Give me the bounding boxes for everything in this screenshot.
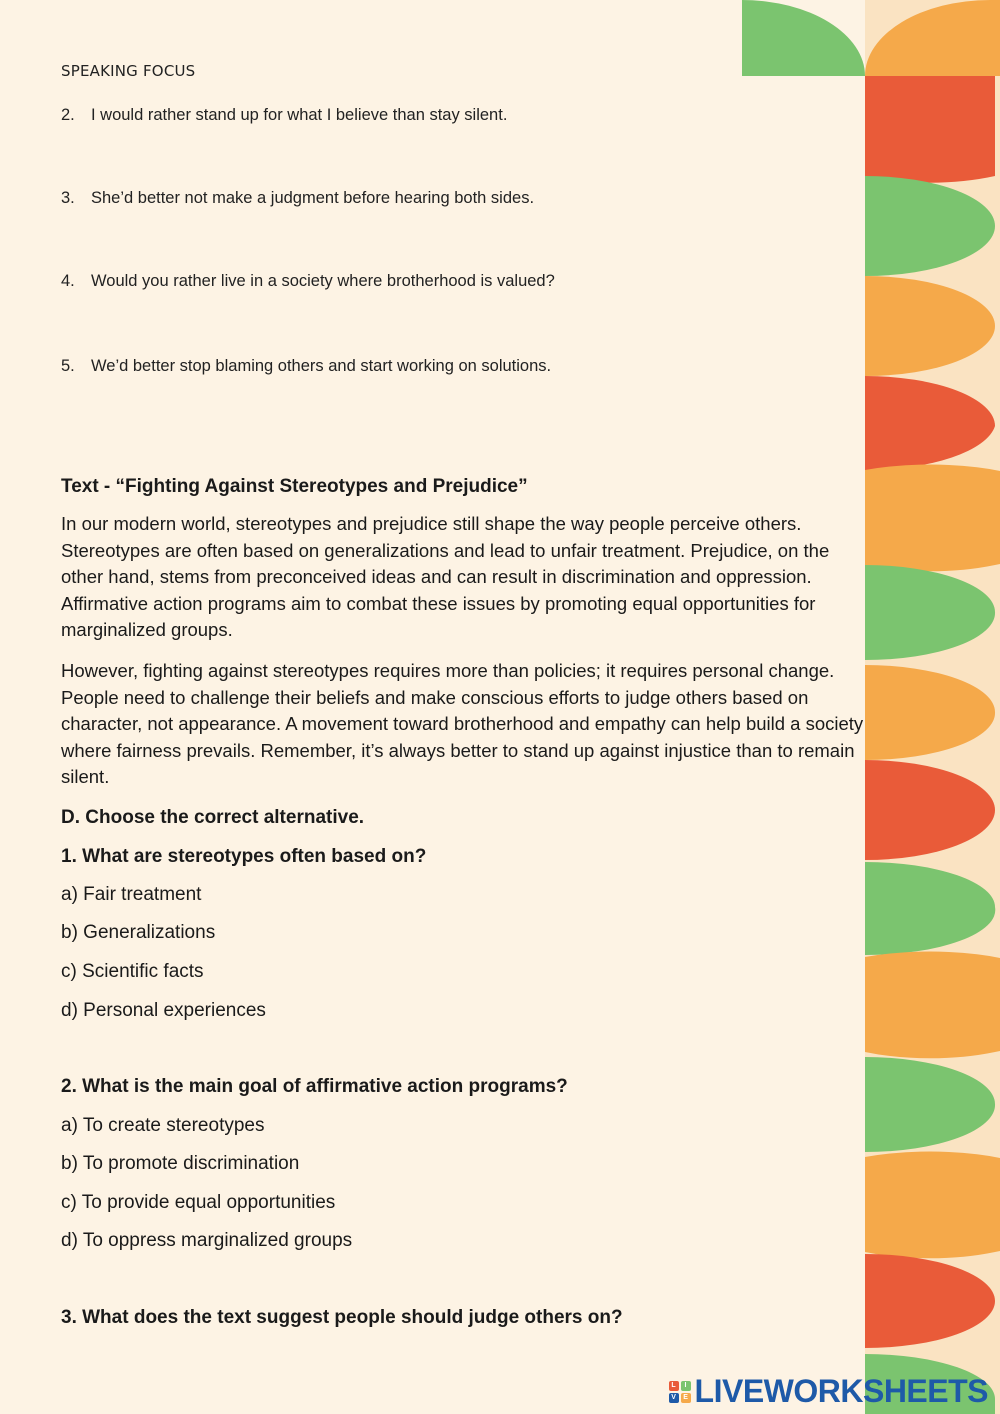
logo-text: LIVEWORKSHEETS (694, 1373, 988, 1409)
option-c[interactable]: c) To provide equal opportunities (61, 1192, 336, 1213)
question-3: 3. What does the text suggest people should judge others on? (61, 1307, 623, 1328)
option-b[interactable]: b) To promote discrimination (61, 1153, 300, 1174)
paragraph-1: In our modern world, stereotypes and prejudice still shape the way people perceive others. Stereotypes are often based on generalizations and lead to unfair treatment. Prejudice, on the other hand, stems from preconceived ideas and can result in discrimination and oppression. Affirmative action programs aim to combat these issues by promoting equal opportunities for marginalized groups. (61, 513, 830, 640)
question-1: 1. What are stereotypes often based on? (61, 846, 427, 867)
question-2: 2. What is the main goal of affirmative action programs? (61, 1076, 568, 1097)
sentence-item: 2. I would rather stand up for what I believe than stay silent. (61, 106, 508, 124)
green-quarter-shape (742, 0, 865, 76)
option-c[interactable]: c) Scientific facts (61, 961, 204, 982)
option-d[interactable]: d) Personal experiences (61, 1000, 266, 1021)
sentence-item: 3. She’d better not make a judgment before hearing both sides. (61, 189, 535, 207)
option-d[interactable]: d) To oppress marginalized groups (61, 1230, 353, 1251)
page-header: SPEAKING FOCUS (61, 62, 196, 80)
option-a[interactable]: a) To create stereotypes (61, 1115, 265, 1136)
sentence-item: 5. We’d better stop blaming others and start working on solutions. (61, 357, 552, 375)
paragraph-2: However, fighting against stereotypes requires more than policies; it requires personal change. People need to challenge their beliefs and make conscious efforts to judge others based on character, not appearance. A movement toward brotherhood and empathy can help build a society where fairness prevails. Remember, it’s always better to stand up against injustice than to remain silent. (61, 660, 864, 787)
section-title: D. Choose the correct alternative. (61, 807, 365, 828)
liveworksheets-logo-icon: L I V E (669, 1381, 691, 1403)
liveworksheets-logo[interactable] (669, 1373, 988, 1410)
text-title: Text - “Fighting Against Stereotypes and Prejudice” (61, 476, 528, 497)
option-b[interactable]: b) Generalizations (61, 922, 216, 943)
option-a[interactable]: a) Fair treatment (61, 884, 202, 905)
sentence-item: 4. Would you rather live in a society where brotherhood is valued? (61, 272, 555, 290)
